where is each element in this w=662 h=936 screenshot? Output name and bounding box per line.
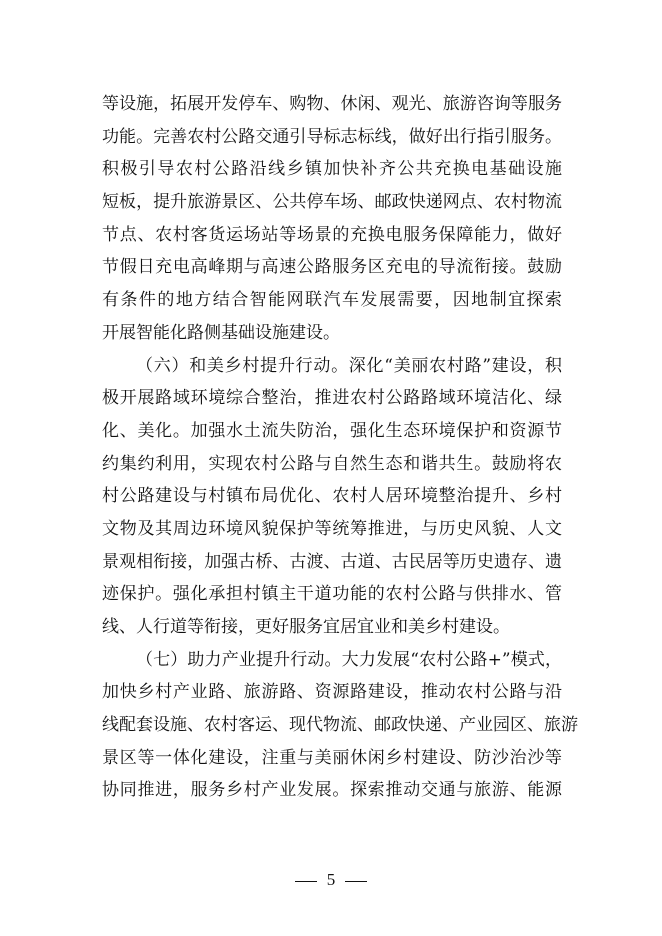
body-text bbox=[102, 88, 578, 807]
text-line: （七）助力产业提升行动。大力发展“农村公路+”模式， bbox=[136, 649, 562, 670]
text-line: 等设施，拓展开发停车、购物、休闲、观光、旅游咨询等服务 bbox=[102, 94, 562, 114]
text-line: 景观相衔接，加强古桥、古渡、古道、古民居等历史遗存、遗 bbox=[102, 551, 562, 572]
text-line: 村公路建设与村镇布局优化、农村人居环境整治提升、乡村 bbox=[102, 486, 562, 507]
footer-dash-right bbox=[345, 881, 367, 882]
footer-dash-left bbox=[295, 881, 317, 882]
text-line: 节假日充电高峰期与高速公路服务区充电的导流衔接。鼓励 bbox=[102, 257, 562, 278]
text-line: 积极引导农村公路沿线乡镇加快补齐公共充换电基础设施 bbox=[102, 159, 562, 180]
text-line: 短板，提升旅游景区、公共停车场、邮政快递网点、农村物流 bbox=[102, 192, 562, 213]
text-line: 迹保护。强化承担村镇主干道功能的农村公路与供排水、管 bbox=[102, 584, 562, 605]
text-line: 景区等一体化建设，注重与美丽休闲乡村建设、防沙治沙等 bbox=[102, 747, 562, 768]
text-line: 化、美化。加强水土流失防治，强化生态环境保护和资源节 bbox=[102, 420, 562, 441]
text-line: 约集约利用，实现农村公路与自然生态和谐共生。鼓励将农 bbox=[102, 453, 562, 474]
text-line: 开展智能化路侧基础设施建设。 bbox=[102, 322, 340, 343]
paragraph bbox=[102, 644, 578, 807]
text-line: 协同推进，服务乡村产业发展。探索推动交通与旅游、能源 bbox=[102, 780, 562, 801]
text-line: 节点、农村客货运场站等场景的充换电服务保障能力，做好 bbox=[102, 224, 562, 245]
text-line: 功能。完善农村公路交通引导标志标线，做好出行指引服务。 bbox=[102, 126, 562, 147]
text-line: 加快乡村产业路、旅游路、资源路建设，推动农村公路与沿 bbox=[102, 682, 562, 703]
paragraph bbox=[102, 88, 562, 350]
text-line: 线、人行道等衔接，更好服务宜居宜业和美乡村建设。 bbox=[102, 617, 510, 637]
text-line: 有条件的地方结合智能网联汽车发展需要，因地制宜探索 bbox=[102, 290, 562, 311]
page-footer bbox=[0, 870, 662, 890]
paragraph bbox=[102, 350, 562, 644]
page-number: 5 bbox=[326, 870, 336, 889]
text-line: （六）和美乡村提升行动。深化“美丽农村路”建设，积 bbox=[136, 355, 562, 376]
text-line: 线配套设施、农村客运、现代物流、邮政快递、产业园区、旅游 bbox=[102, 715, 578, 736]
text-line: 极开展路域环境综合整治，推进农村公路路域环境洁化、绿 bbox=[102, 388, 562, 409]
text-line: 文物及其周边环境风貌保护等统筹推进，与历史风貌、人文 bbox=[102, 518, 562, 539]
